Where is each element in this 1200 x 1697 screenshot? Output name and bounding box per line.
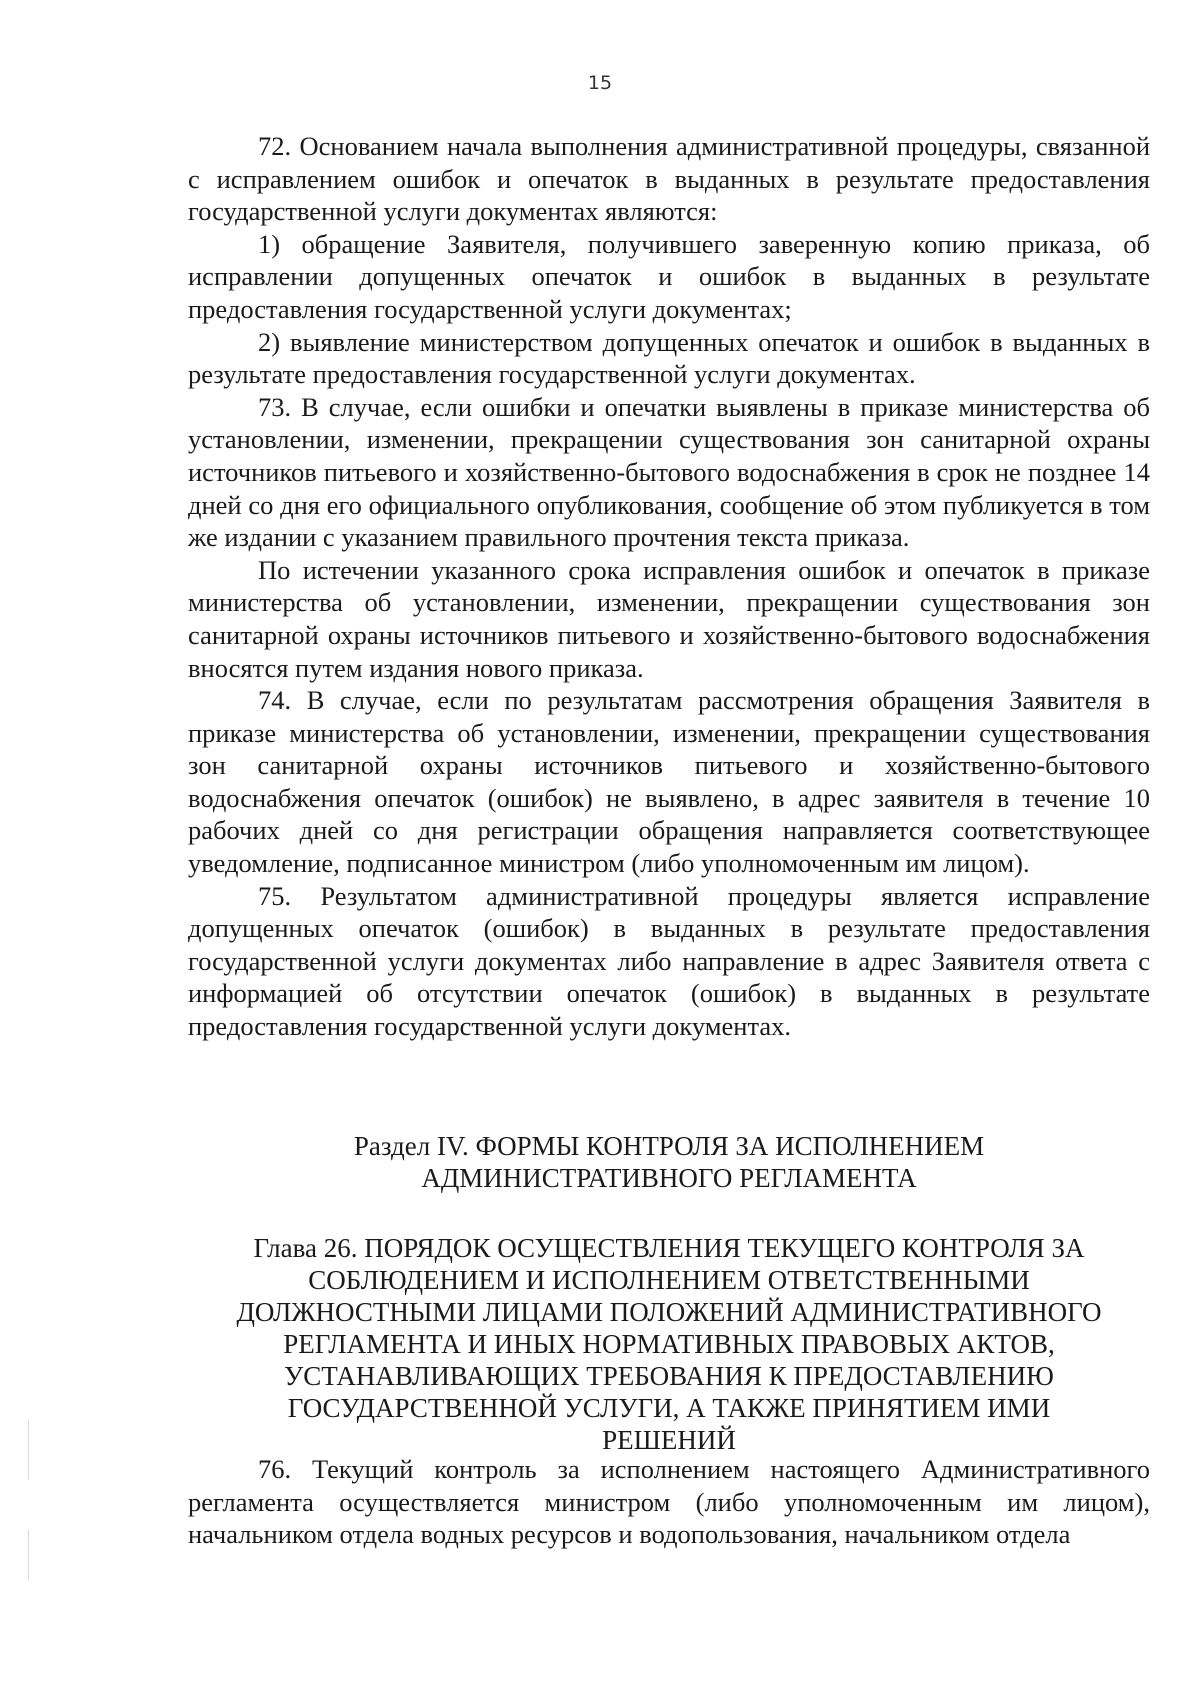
chapter-title — [188, 1232, 1150, 1456]
paragraph-75: 75. Результатом административной процедуры является исправление допущенных опечаток (ошибок) в выданных в результате предоставления государственной услуги документах либо направление в адрес Заявителя ответа с информацией об отсутствии опечаток (ошибок) в выданных в результате предоставления государственной услуги документах. — [188, 880, 1150, 1042]
page-number: 15 — [587, 72, 613, 94]
chapter-title-line: РЕШЕНИЙ — [602, 1425, 736, 1455]
body-text-block-2 — [188, 1453, 1150, 1551]
section-title — [188, 1130, 1150, 1194]
chapter-title-line: Глава 26. ПОРЯДОК ОСУЩЕСТВЛЕНИЯ ТЕКУЩЕГО КОНТРОЛЯ ЗА — [253, 1233, 1085, 1263]
paragraph-76: 76. Текущий контроль за исполнением настоящего Административного регламента осуществляется министром (либо уполномоченным им лицом), начальником отдела водных ресурсов и водопользования, начальником отдела — [188, 1454, 1150, 1550]
paragraph-72-item-2: 2) выявление министерством допущенных опечаток и ошибок в выданных в результате предоставления государственной услуги документах. — [188, 326, 1150, 390]
paragraph-74: 74. В случае, если по результатам рассмотрения обращения Заявителя в приказе министерства об установлении, изменении, прекращении существования зон санитарной охраны источников питьевого и хозяйственно-бытового водоснабжения опечаток (ошибок) не выявлено, в адрес заявителя в течение 10 рабочих дней со дня регистрации обращения направляется соответствующее уведомление, подписанное министром (либо уполномоченным им лицом). — [188, 685, 1150, 879]
section-title-line: Раздел IV. ФОРМЫ КОНТРОЛЯ ЗА ИСПОЛНЕНИЕМ — [353, 1131, 985, 1161]
paragraph-72-item-1: 1) обращение Заявителя, получившего заверенную копию приказа, об исправлении допущенных опечаток и ошибок в выданных в результате предоставления государственной услуги документах; — [188, 228, 1150, 324]
scan-edge-mark — [28, 1420, 29, 1480]
chapter-title-line: УСТАНАВЛИВАЮЩИХ ТРЕБОВАНИЯ К ПРЕДОСТАВЛЕНИЮ — [284, 1361, 1054, 1391]
scan-edge-mark — [28, 1530, 29, 1580]
chapter-title-line: ГОСУДАРСТВЕННОЙ УСЛУГИ, А ТАКЖЕ ПРИНЯТИЕМ ИМИ — [287, 1393, 1051, 1423]
chapter-title-line: ДОЛЖНОСТНЫМИ ЛИЦАМИ ПОЛОЖЕНИЙ АДМИНИСТРАТИВНОГО — [236, 1297, 1102, 1327]
body-text-block-1 — [188, 130, 1150, 1043]
paragraph-73: 73. В случае, если ошибки и опечатки выявлены в приказе министерства об установлении, изменении, прекращении существования зон санитарной охраны источников питьевого и хозяйственно-бытового водоснабжения в срок не позднее 14 дней со дня его официального опубликования, сообщение об этом публикуется в том же издании с указанием правильного прочтения текста приказа. — [188, 391, 1150, 553]
paragraph-73-continued: По истечении указанного срока исправления ошибок и опечаток в приказе министерства об установлении, изменении, прекращении существования зон санитарной охраны источников питьевого и хозяйственно-бытового водоснабжения вносятся путем издания нового приказа. — [188, 554, 1150, 683]
chapter-title-line: СОБЛЮДЕНИЕМ И ИСПОЛНЕНИЕМ ОТВЕТСТВЕННЫМИ — [308, 1265, 1030, 1295]
paragraph-72: 72. Основанием начала выполнения административной процедуры, связанной с исправлением ошибок и опечаток в выданных в результате предоставления государственной услуги документах являются: — [188, 131, 1150, 227]
chapter-title-line: РЕГЛАМЕНТА И ИНЫХ НОРМАТИВНЫХ ПРАВОВЫХ АКТОВ, — [283, 1329, 1055, 1359]
section-title-line: АДМИНИСТРАТИВНОГО РЕГЛАМЕНТА — [421, 1163, 917, 1193]
